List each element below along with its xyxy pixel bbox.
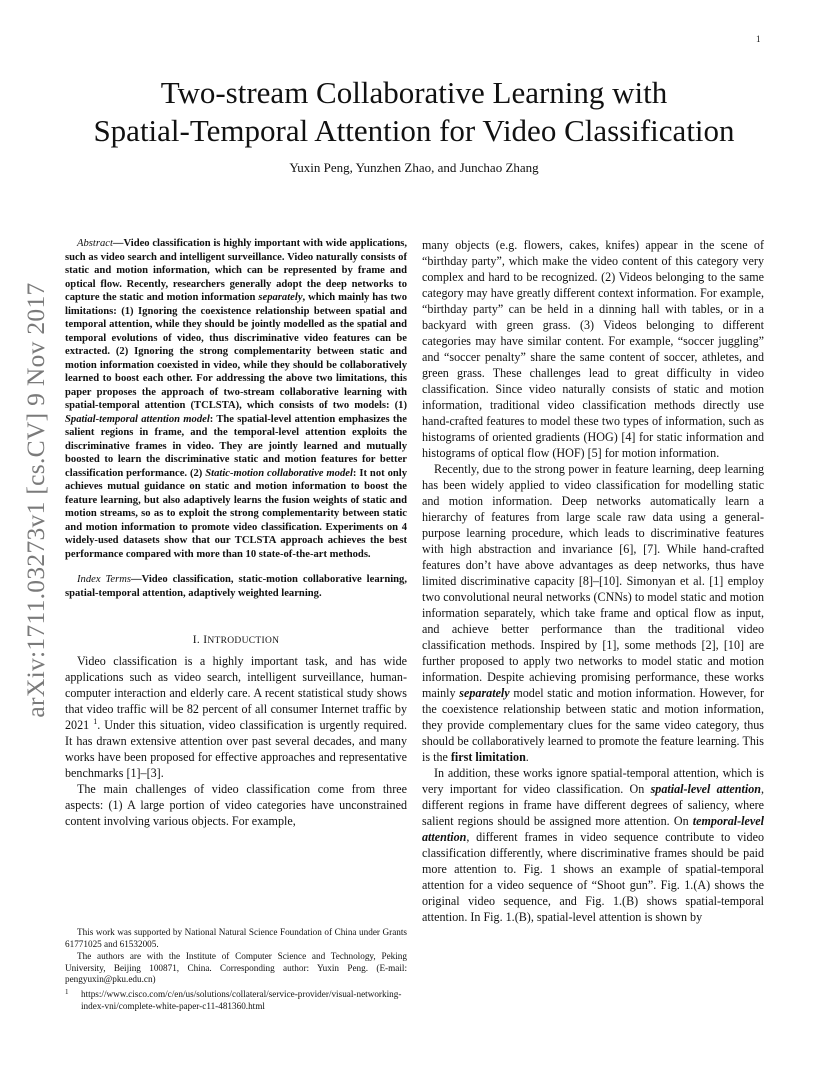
footnote-url: [65, 989, 407, 1012]
section-numeral: I.: [192, 634, 204, 646]
right-column: [422, 237, 764, 925]
abstract-model-1: Spatial-temporal attention model: [65, 413, 210, 425]
emphasis-separately: separately: [459, 686, 510, 700]
abstract-text: : It not only achieves mutual guidance on static and motion information to boost the feature learning, but also adaptively learns the fusion weights of static and motion streams, so as to exploit the strong complementarity between static and motion information to promote video classification. Experiments on 4 widely-used datasets show that our TCLSTA approach achieves the best performance compared with more than 10 state-of-the-art methods.: [65, 467, 407, 560]
paragraph-text: , different regions in frame have different degrees of saliency, where salient regions should be assigned more attention. On: [422, 782, 765, 828]
section-heading-first-letter: I: [203, 634, 208, 646]
paragraph-text: , different frames in video sequence contribute to video classification differently, where discriminative frames should be paid more attention to. Fig. 1 shows an example of spatial-temporal attention for a video sequence of “Shoot gun”. Fig. 1.(A) shows the original video sequence, and Fig. 1.(B) shows spatial-temporal attention. In Fig. 1.(B), spatial-level attention is shown by: [422, 830, 764, 924]
title-line-2: Spatial-Temporal Attention for Video Classification: [93, 113, 735, 148]
emphasis-temporal-level-attention: temporal-level attention: [422, 814, 764, 844]
page-number: 1: [756, 34, 761, 44]
intro-paragraph-3: many objects (e.g. flowers, cakes, knifes) appear in the scene of “birthday party”, which make the video content of this category very complex and hard to be recognized. (2) Videos belonging to the same category may have greatly different context information. For example, “birthday party” can be held in a dinning hall with tables, or in a backyard with green grass. (3) Videos belonging to different categories may have similar content. For example, “soccer juggling” and “soccer penalty” share the same content of soccer, athletes, and green grass. These challenges lead to great difficulty in video classification. Since video naturally consists of static and motion information, traditional video classification methods directly use hand-crafted features to model these two types of information, such as histograms of oriented gradients (HOG) [4] for static information and histograms of optical flow (HOF) [5] for motion information.: [422, 238, 764, 460]
paragraph-text: Recently, due to the strong power in feature learning, deep learning has been widely applied to video classification for modelling static and motion information. Deep networks automatically learn a hierarchy of features from large scale raw data using a general-purpose learning procedure, which leads to discriminative features with high abstraction and invariance [6], [7]. While hand-crafted features don’t have above advantages as deep networks, thus have limited discriminative capacity [8]–[10]. Simonyan et al. [1] employ two convolutional neural networks (CNNs) to model static and motion information separately, which take frame and optical flow as input, and achieve better performance than the traditional video classification methods. Inspired by [1], some methods [2], [10] are further proposed to apply two networks to model static and motion information. Despite achieving promising performance, these works mainly: [422, 462, 764, 700]
index-terms-text: —Video classification, static-motion collaborative learning, spatial-temporal attention, adaptively weighted learning.: [65, 574, 407, 599]
footnote-url-text: https://www.cisco.com/c/en/us/solutions/collateral/service-provider/visual-networking-index-vni/complete-white-paper-c11-481360.html: [81, 988, 402, 1011]
paragraph-text: .: [525, 750, 529, 764]
footnote-mark: 1: [65, 987, 69, 996]
abstract-emphasis: separately: [258, 292, 303, 303]
footnote-ref: 1: [93, 716, 98, 726]
intro-paragraph-1: [65, 653, 407, 781]
abstract-text: —Video classification is highly important with wide applications, such as video search and intelligent surveillance. Video naturally consists of static and motion information, which can be represented by frame and optical flow. Recently, researchers generally adopt the deep networks to capture the static and motion information: [65, 238, 407, 303]
index-terms-lead: Index Terms: [77, 574, 131, 585]
intro-paragraph-5: [422, 765, 764, 925]
paper-title: [40, 74, 788, 150]
section-heading-introduction: [65, 632, 407, 649]
paragraph-text: . Under this situation, video classification is urgently required. It has drawn extensive attention over past several decades, and many works have been proposed for effective approaches and representative benchmarks [1]–[3].: [65, 718, 407, 780]
intro-paragraph-2: The main challenges of video classification come from three aspects: (1) A large portion of video categories have unconstrained content involving various objects. For example,: [65, 782, 407, 828]
abstract-text: : The spatial-level attention emphasizes the salient regions in frame, and the temporal-level attention exploits the discriminative frames in video. They are jointly learned and mutually boosted to learn the discriminative static and motion features for better classification performance. (2): [65, 413, 407, 479]
author-list: Yuxin Peng, Yunzhen Zhao, and Junchao Zhang: [289, 160, 539, 175]
paragraph-text: model static and motion information. However, for the coexistence relationship between static and motion information, they provide complementary clues for the same video category, thus should be collaboratively learned to promote the feature learning. This is the: [422, 686, 764, 764]
paragraph-text: Video classification is a highly important task, and has wide applications such as video search, intelligent surveillance, human-computer interaction and elderly care. A recent statistical study shows that video traffic will be 82 percent of all consumer Internet traffic by 2021: [65, 654, 407, 732]
abstract-text: , which mainly has two limitations: (1) Ignoring the coexistence relationship between spatial and temporal attention, while they should be jointly modelled as the spatial and temporal evolutions of video, thus discriminative video features can be extracted. (2) Ignoring the strong complementarity between static and motion information coexisted in video, while they should be collaboratively learned to boost each other. For addressing the above two limitations, this paper proposes the approach of two-stream collaborative learning with spatial-temporal attention (TCLSTA), which consists of two models: (1): [65, 292, 407, 411]
title-line-1: Two-stream Collaborative Learning with: [160, 75, 668, 110]
emphasis-spatial-level-attention: spatial-level attention: [650, 782, 761, 796]
footnotes: [65, 927, 407, 1013]
index-terms: [65, 573, 407, 600]
intro-paragraph-4: [422, 461, 764, 765]
footnote-funding: This work was supported by National Natural Science Foundation of China under Grants 61771025 and 61532005.: [65, 927, 407, 949]
abstract-lead: Abstract: [77, 238, 113, 249]
section-heading-rest: NTRODUCTION: [207, 636, 280, 646]
paragraph-text: In addition, these works ignore spatial-temporal attention, which is very important for video classification. On: [422, 766, 764, 796]
left-column: [65, 237, 407, 829]
footnote-affiliation: The authors are with the Institute of Computer Science and Technology, Peking University, Beijing 100871, China. Corresponding author: Yuxin Peng. (E-mail: pengyuxin@pku.edu.cn): [65, 951, 407, 985]
abstract-model-2: Static-motion collaborative model: [205, 467, 353, 479]
arxiv-stamp-text: arXiv:1711.03273v1 [cs.CV] 9 Nov 2017: [21, 282, 50, 718]
abstract: [65, 237, 407, 561]
emphasis-first-limitation: first limitation: [450, 750, 526, 764]
